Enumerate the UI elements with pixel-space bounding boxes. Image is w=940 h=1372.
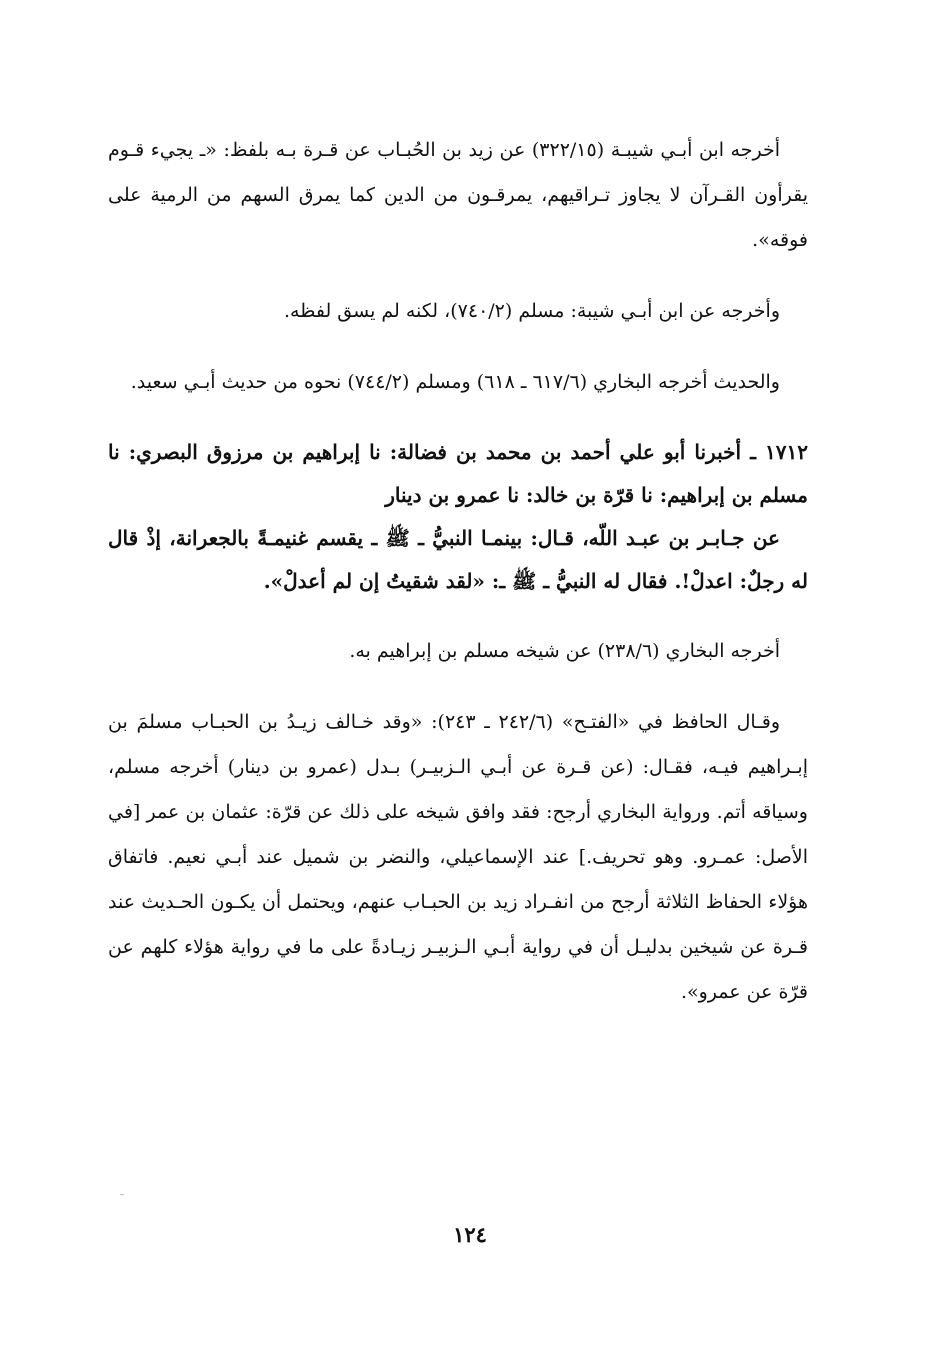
page-number: ١٢٤ bbox=[453, 1222, 487, 1247]
paragraph-takhrij-ibn-abi-shaybah: أخرجه ابن أبـي شيبـة (٣٢٢/١٥) عن زيد بن الحُبـاب عن قـرة بـه بلفظ: «ـ يجيء قـوم يقرأون القـرآن لا يجاوز تـراقيهم، يمرقـون من الدين كما يمرق السهم من الرمية على فوقه». bbox=[108, 139, 808, 251]
paragraph-takhrij-muslim: وأخرجه عن ابن أبـي شيبة: مسلم (٧٤٠/٢)، لكنه لم يسق لفظه. bbox=[284, 300, 780, 322]
paragraph-takhrij-bukhari-shaykh: أخرجه البخاري (٢٣٨/٦) عن شيخه مسلم بن إبراهيم به. bbox=[349, 640, 780, 662]
hadith-matn: عن جـابـر بن عبـد اللّه، قـال: بينمـا النبيُّ ـ ﷺ ـ يقسم غنيمـةً بالجعرانة، إذْ قال له رجلٌ: اعدلْ!. فقال له النبيُّ ـ ﷺ ـ: «لقد شقيتُ إن لم أعدلْ». bbox=[108, 526, 808, 593]
paragraph-takhrij-bukhari: والحديث أخرجه البخاري (٦١٧/٦ ـ ٦١٨) ومسلم (٧٤٤/٢) نحوه من حديث أبـي سعيد. bbox=[130, 371, 780, 393]
page-body bbox=[108, 128, 808, 1015]
hadith-isnad: ١٧١٢ ـ أخبرنا أبو علي أحمد بن محمد بن فضالة: نا إبراهيم بن مرزوق البصري: نا مسلم بن إبراهيم: نا قرّة بن خالد: نا عمرو بن دينار bbox=[108, 440, 808, 507]
divider bbox=[120, 1194, 124, 1195]
paragraph-hafiz-commentary: وقـال الحافظ في «الفتـح» (٢٤٢/٦ ـ ٢٤٣): «وقد خـالف زيـدُ بن الحبـاب مسلمَ بن إبـراهيم فيـه، فقـال: (عن قـرة عن أبـي الـزبيـر) بـدل (عمرو بن دينار) أخرجه مسلم، وسياقه أتم. ورواية البخاري أرجح: فقد وافق شيخه على ذلك عن قرّة: عثمان بن عمر [في الأصل: عمـرو. وهو تحريف.] عند الإسماعيلي، والنضر بن شميل عند أبـي نعيم. فاتفاق هؤلاء الحفاظ الثلاثة أرجح من انفـراد زيد بن الحبـاب عنهم، ويحتمل أن يكـون الحـديث عند قـرة عن شيخين بدليـل أن في رواية أبـي الـزبيـر زيـادةً على ما في رواية هؤلاء كلهم عن قرّة عن عمرو». bbox=[108, 711, 808, 1003]
